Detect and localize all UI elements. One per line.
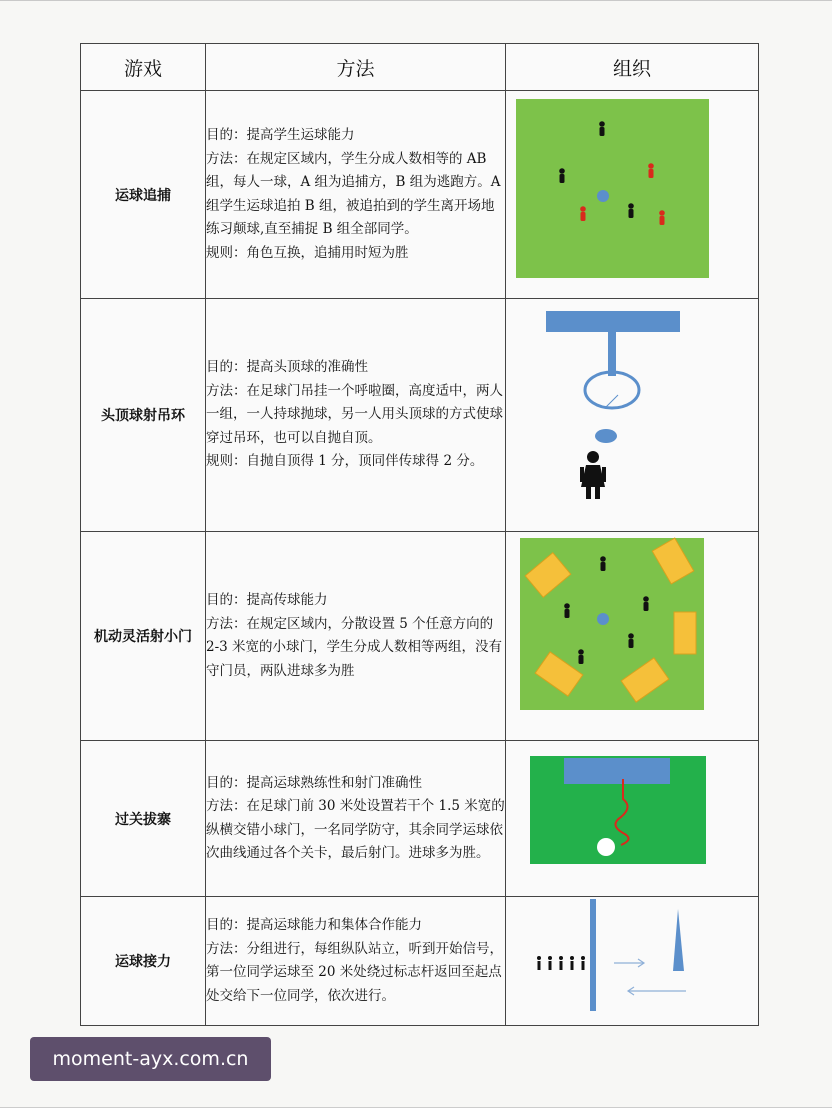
ball-icon <box>597 613 609 625</box>
method-goal: 目的：提高运球能力和集体合作能力 <box>206 917 422 933</box>
header-hoop-diagram <box>506 299 759 531</box>
header-method: 方法 <box>206 44 506 91</box>
game-name: 运球接力 <box>81 897 206 1026</box>
games-table <box>80 43 759 1026</box>
hanging-post <box>608 332 616 376</box>
method-goal: 目的：提高运球熟练性和射门准确性 <box>206 774 422 791</box>
dribble-chase-diagram <box>506 91 759 298</box>
game-name: 运球追捕 <box>81 91 206 299</box>
method-rule: 规则：角色互换，追捕用时短为胜 <box>206 244 409 261</box>
method-description: 方法：在规定区域内，学生分成人数相等的 AB 组，每人一球，A 组为追捕方，B 组为逃跑方。A 组学生运球追拍 B 组，被追拍到的学生离开场地练习颠球,直至捕捉 B 组全部同学。 <box>206 150 501 237</box>
table-header-row <box>81 44 759 91</box>
org-diagram <box>506 741 759 897</box>
method-text <box>206 741 506 897</box>
ball-icon <box>595 429 617 443</box>
hoop-icon <box>585 372 639 408</box>
org-diagram <box>506 897 759 1026</box>
method-goal: 目的：提高头顶球的准确性 <box>206 359 368 376</box>
watermark-label: moment-ayx.com.cn <box>30 1037 271 1081</box>
ball-icon <box>597 838 615 856</box>
goal-bar <box>546 311 680 332</box>
trajectory-arrow <box>606 395 618 407</box>
table-row <box>81 91 759 299</box>
marker-pole-icon <box>673 909 684 971</box>
org-diagram <box>506 299 759 532</box>
game-name: 过关拔寨 <box>81 741 206 897</box>
player-icon <box>537 956 585 970</box>
relay-diagram <box>506 897 759 1025</box>
method-text <box>206 532 506 741</box>
game-name: 头顶球射吊环 <box>81 299 206 532</box>
page-top-line <box>0 0 832 1</box>
table-row <box>81 897 759 1026</box>
method-text <box>206 299 506 532</box>
method-description: 方法：分组进行，每组纵队站立，听到开始信号，第一位同学运球至 20 米处绕过标志杆返回至起点处交给下一位同学，依次进行。 <box>206 940 503 1004</box>
game-name: 机动灵活射小门 <box>81 532 206 741</box>
person-icon <box>580 451 606 499</box>
ball-icon <box>597 190 609 202</box>
table-row <box>81 532 759 741</box>
gate-pass-diagram <box>506 741 759 896</box>
method-description: 方法：在足球门吊挂一个呼啦圈，高度适中，两人一组，一人持球抛球，另一人用头顶球的方式使球穿过吊环，也可以自抛自顶。 <box>206 382 503 446</box>
header-game: 游戏 <box>81 44 206 91</box>
table-row <box>81 741 759 897</box>
method-goal: 目的：提高传球能力 <box>206 592 328 608</box>
org-diagram <box>506 532 759 741</box>
method-goal: 目的：提高学生运球能力 <box>206 127 355 143</box>
method-description: 方法：在足球门前 30 米处设置若干个 1.5 米宽的纵横交错小球门，一名同学防守，其余同学运球依次曲线通过各个关卡，最后射门。进球多为胜。 <box>206 798 505 861</box>
method-text <box>206 897 506 1026</box>
start-line <box>590 899 596 1011</box>
small-goals-diagram <box>506 532 759 740</box>
table-row <box>81 299 759 532</box>
method-rule: 规则：自抛自顶得 1 分，顶同伴传球得 2 分。 <box>206 453 484 470</box>
field <box>516 99 709 278</box>
method-description: 方法：在规定区域内，分散设置 5 个任意方向的 2-3 米宽的小球门，学生分成人数相等两组，没有守门员，两队进球多为胜 <box>206 615 503 679</box>
header-org: 组织 <box>506 44 759 91</box>
method-text <box>206 91 506 299</box>
org-diagram <box>506 91 759 299</box>
goal-box <box>564 758 670 784</box>
